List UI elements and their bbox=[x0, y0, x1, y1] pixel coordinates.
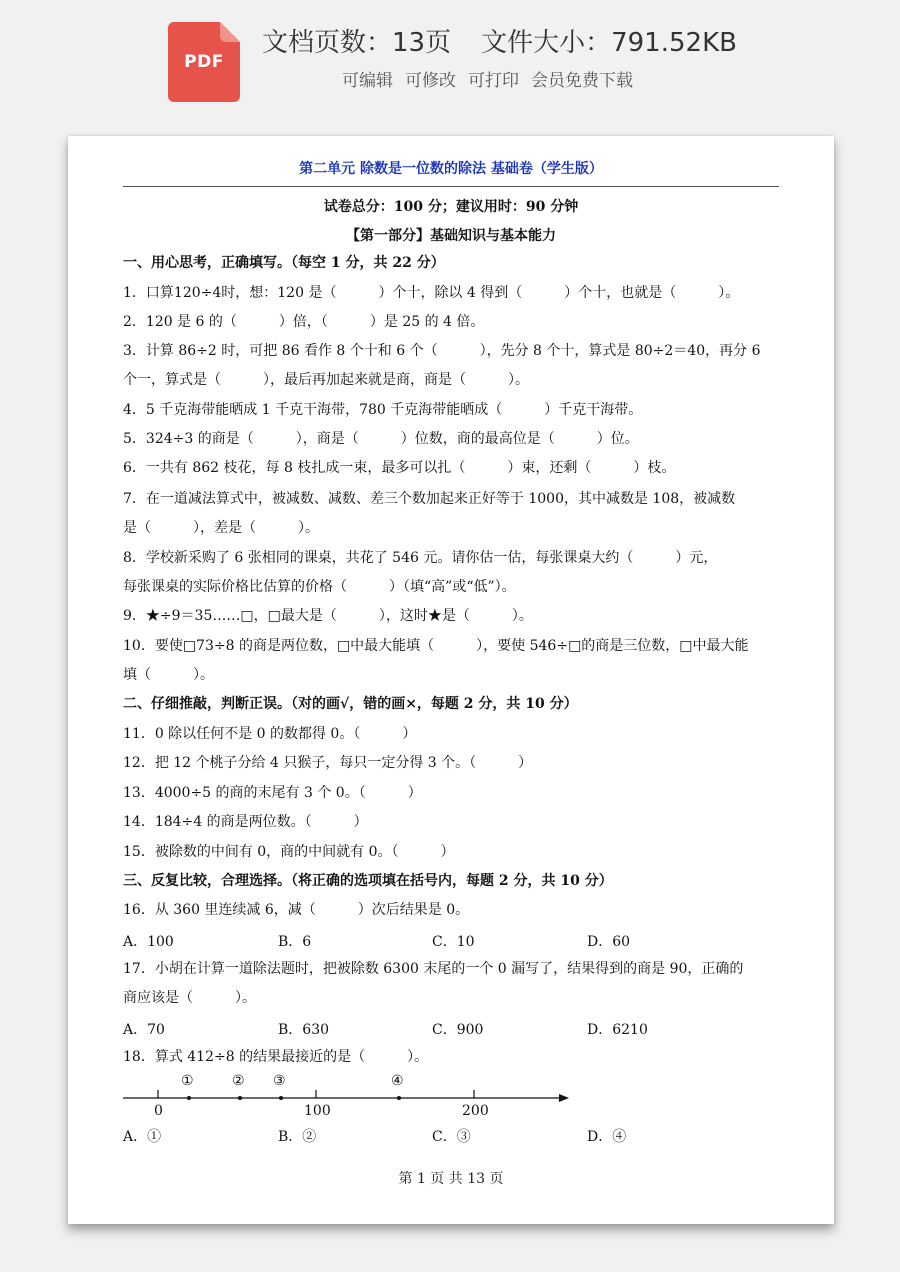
feature-list bbox=[342, 66, 645, 91]
question-line: 7．在一道减法算式中，被减数、减数、差三个数加起来正好等于 1000，其中减数是 108，被减数 bbox=[123, 491, 736, 507]
point-label-3: ③ bbox=[273, 1073, 286, 1089]
point-2 bbox=[238, 1096, 242, 1100]
section-heading-1: 一、用心思考，正确填写。（每空 1 分，共 22 分） bbox=[123, 255, 445, 271]
option-c: C．900 bbox=[432, 1022, 484, 1038]
option-b: B．630 bbox=[278, 1022, 330, 1038]
question-line: 每张课桌的实际价格比估算的价格（ ）（填“高”或“低”）。 bbox=[123, 579, 516, 595]
question-line: 9．★÷9＝35……□，□最大是（ ），这时★是（ ）。 bbox=[123, 608, 533, 624]
document-title: 第二单元 除数是一位数的除法 基础卷（学生版） bbox=[299, 161, 603, 177]
question-line: 填（ ）。 bbox=[123, 667, 214, 683]
question-line: 3．计算 86÷2 时，可把 86 看作 8 个十和 6 个（ ），先分 8 个十，算式是 80÷2＝40，再分 6 bbox=[123, 343, 761, 359]
pdf-file-icon bbox=[168, 22, 240, 102]
title-divider bbox=[123, 186, 779, 187]
question-line: 12．把 12 个桃子分给 4 只猴子，每只一定分得 3 个。（ ） bbox=[123, 755, 533, 771]
question-line: 17．小胡在计算一道除法题时，把被除数 6300 末尾的一个 0 漏写了，结果得到的商是 90，正确的 bbox=[123, 961, 744, 977]
file-size: 文件大小：791.52KB bbox=[481, 28, 737, 58]
option-a: A．① bbox=[123, 1129, 162, 1145]
option-b: B．② bbox=[278, 1129, 317, 1145]
feature-modifiable: 可修改 bbox=[405, 71, 456, 91]
document-info-banner bbox=[0, 0, 900, 125]
question-line: 11．0 除以任何不是 0 的数都得 0。（ ） bbox=[123, 726, 417, 742]
section-heading-3: 三、反复比较，合理选择。（将正确的选项填在括号内，每题 2 分，共 10 分） bbox=[123, 873, 613, 889]
question-line: 13．4000÷5 的商的末尾有 3 个 0。（ ） bbox=[123, 785, 422, 801]
file-meta bbox=[262, 22, 882, 59]
question-line: 5．324÷3 的商是（ ），商是（ ）位数，商的最高位是（ ）位。 bbox=[123, 431, 639, 447]
question-line: 4．5 千克海带能晒成 1 千克干海带，780 千克海带能晒成（ ）千克干海带。 bbox=[123, 402, 643, 418]
score-line: 试卷总分：100 分；建议用时：90 分钟 bbox=[323, 199, 579, 215]
question-line: 10．要使□73÷8 的商是两位数，□中最大能填（ ），要使 546÷□的商是三位数，□中最大能 bbox=[123, 638, 749, 654]
question-line: 商应该是（ ）。 bbox=[123, 990, 256, 1006]
feature-printable: 可打印 bbox=[468, 71, 519, 91]
option-d: D．60 bbox=[587, 934, 631, 950]
number-line-arrow bbox=[559, 1094, 569, 1102]
question-line: 1．口算120÷4时，想：120 是（ ）个十，除以 4 得到（ ）个十，也就是（ ）。 bbox=[123, 285, 740, 301]
point-label-1: ① bbox=[181, 1073, 194, 1089]
question-line: 个一，算式是（ ），最后再加起来就是商，商是（ ）。 bbox=[123, 372, 529, 388]
option-a: A．100 bbox=[123, 934, 174, 950]
option-b: B．6 bbox=[278, 934, 312, 950]
question-line: 6．一共有 862 枝花，每 8 枝扎成一束，最多可以扎（ ）束，还剩（ ）枝。 bbox=[123, 460, 676, 476]
tick-label-100: 100 bbox=[304, 1103, 331, 1119]
point-label-4: ④ bbox=[391, 1073, 404, 1089]
question-line: 14．184÷4 的商是两位数。（ ） bbox=[123, 814, 368, 830]
question-line: 16．从 360 里连续减 6，减（ ）次后结果是 0。 bbox=[123, 902, 470, 918]
point-3 bbox=[279, 1096, 283, 1100]
option-d: D．6210 bbox=[587, 1022, 648, 1038]
tick-label-200: 200 bbox=[462, 1103, 489, 1119]
option-d: D．④ bbox=[587, 1129, 627, 1145]
document-page bbox=[68, 136, 834, 1224]
point-1 bbox=[187, 1096, 191, 1100]
number-line-figure bbox=[123, 1071, 583, 1126]
option-a: A．70 bbox=[123, 1022, 165, 1038]
question-line: 18．算式 412÷8 的结果最接近的是（ ）。 bbox=[123, 1049, 429, 1065]
question-line: 2．120 是 6 的（ ）倍，（ ）是 25 的 4 倍。 bbox=[123, 314, 485, 330]
section-heading-2: 二、仔细推敲，判断正误。（对的画√，错的画×，每题 2 分，共 10 分） bbox=[123, 696, 578, 712]
question-line: 15．被除数的中间有 0，商的中间就有 0。（ ） bbox=[123, 844, 455, 860]
part-heading: 【第一部分】基础知识与基本能力 bbox=[346, 228, 556, 244]
question-line: 8．学校新采购了 6 张相同的课桌，共花了 546 元。请你估一估，每张课桌大约（ ）元， bbox=[123, 550, 718, 566]
feature-member-download: 会员免费下载 bbox=[531, 71, 633, 91]
point-4 bbox=[397, 1096, 401, 1100]
question-line: 是（ ），差是（ ）。 bbox=[123, 520, 319, 536]
option-c: C．10 bbox=[432, 934, 475, 950]
page-count: 文档页数：13页 bbox=[262, 28, 452, 58]
tick-label-0: 0 bbox=[154, 1103, 163, 1119]
point-label-2: ② bbox=[232, 1073, 245, 1089]
page-footer: 第 1 页 共 13 页 bbox=[398, 1171, 504, 1187]
option-c: C．③ bbox=[432, 1129, 471, 1145]
feature-editable: 可编辑 bbox=[342, 71, 393, 91]
pdf-label: PDF bbox=[184, 52, 224, 72]
